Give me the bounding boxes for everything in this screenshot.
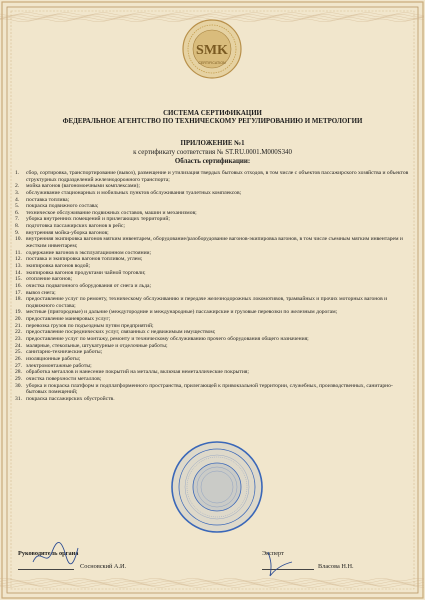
scope-item (15, 309, 411, 316)
scope-item-text: подготовка пассажирских вагонов в рейс; (26, 223, 125, 230)
scope-item (15, 276, 411, 283)
expert-name: Власова Н.Н. (318, 563, 354, 570)
scope-item (15, 197, 411, 204)
scope-item-text: содержание вагонов в эксплуатационном состоянии; (26, 249, 152, 256)
scope-item (15, 369, 411, 376)
scope-item-number: 28. (15, 369, 22, 376)
scope-item (15, 336, 411, 343)
scope-item (15, 396, 411, 403)
scope-item-text: предоставление услуг по монтажу, ремонту и техническому обслуживанию прочего оборудования общего назначения; (26, 336, 309, 343)
scope-item-text: изоляционные работы; (26, 355, 81, 362)
scope-item (15, 296, 411, 309)
scope-item (15, 376, 411, 383)
scope-item-text: экипировка вагонов продуктами чайной торговли; (26, 269, 146, 276)
scope-item-text: покраска пассажирских обустройств. (26, 395, 115, 402)
scope-item-number: 18. (15, 296, 22, 303)
logo-subtext: CERTIFICATION (198, 61, 226, 65)
scope-item-number: 17. (15, 289, 22, 296)
head-of-body-name: Сосновский А.И. (80, 563, 127, 570)
scope-item-text: внутренняя экипировка вагонов мягким инвентарем, оборудование/разоборудование вагонов-экипировка вагонов, в том числе съемным мягким инвентарем и жестким инвентарем; (26, 236, 403, 250)
scope-item-text: сбор, сортировка, транспортирование (вывоз), размещение и утилизация твердых бытовых отходов, в том числе с объектов пассажирского хозяйства и объектов структурных подразделений железнодорожного транспорта; (26, 170, 409, 183)
expert-label: Эксперт (262, 550, 284, 557)
scope-item-text: обработка металлов и нанесение покрытий на металлы, включая неметаллические покрытия; (26, 369, 249, 376)
scope-item (15, 263, 411, 270)
scope-item-number: 23. (15, 336, 22, 343)
scope-item-text: очистка поверхности металлов; (26, 375, 102, 382)
scope-item-number: 9. (15, 229, 20, 236)
scope-item-number: 10. (15, 236, 22, 243)
scope-item-number: 15. (15, 276, 22, 283)
expert-signature (262, 548, 296, 580)
certification-system-title: СИСТЕМА СЕРТИФИКАЦИИ (163, 110, 262, 117)
scope-item-text: поставка топлива; (26, 196, 70, 203)
scope-item (15, 349, 411, 356)
scope-item (15, 356, 411, 363)
scope-item (15, 236, 411, 249)
scope-item-number: 1. (15, 170, 20, 176)
scope-item-text: предоставление маневровых услуг; (26, 316, 111, 323)
scope-item-number: 14. (15, 269, 22, 276)
scope-item-text: отопление вагонов; (26, 276, 73, 283)
certificate-number: к сертификату соответствия № ST.RU.0001.M000S340 (133, 149, 292, 156)
smk-logo (181, 18, 243, 80)
scope-item-text: поставка и экипировка вагонов топливом, углем; (26, 256, 143, 263)
logo-text: SMK (196, 43, 228, 58)
head-signature (30, 538, 80, 568)
scope-item-text: санитарно-технические работы; (26, 349, 103, 356)
scope-list (15, 170, 411, 402)
scope-item-number: 8. (15, 223, 20, 230)
scope-item (15, 256, 411, 263)
scope-item (15, 190, 411, 197)
scope-item-number: 16. (15, 282, 22, 289)
scope-item-number: 11. (15, 249, 22, 256)
scope-item (15, 250, 411, 257)
scope-item-number: 24. (15, 342, 22, 349)
scope-item (15, 316, 411, 323)
scope-item-text: уборка внутренних помещений и прилегающих территорий; (26, 216, 170, 223)
scope-item-text: малярные, стекольные, штукатурные и отделочные работы; (26, 342, 168, 349)
scope-item (15, 323, 411, 330)
scope-item-text: местные (пригородные) и дальние (междугородние и международные) пассажирские и грузовые перевозки по железным дорогам; (26, 309, 338, 316)
scope-item-text: мойка вагонов (вагономоечными комплексами); (26, 183, 140, 190)
scope-item-text: внутренняя мойка-уборка вагонов; (26, 229, 109, 236)
scope-item (15, 383, 411, 396)
appendix-title: ПРИЛОЖЕНИЕ №1 (180, 140, 245, 147)
scope-item-number: 30. (15, 382, 22, 389)
scope-item (15, 223, 411, 230)
scope-item-text: электромонтажные работы; (26, 362, 92, 369)
scope-item (15, 203, 411, 210)
scope-item-number: 6. (15, 209, 20, 216)
scope-item-text: очистка подвагонного оборудования от снега и льда; (26, 282, 152, 289)
scope-item-text: техническое обслуживание подвижных составов, машин и механизмов; (26, 209, 197, 216)
scope-item-number: 7. (15, 216, 20, 223)
agency-title: ФЕДЕРАЛЬНОЕ АГЕНТСТВО ПО ТЕХНИЧЕСКОМУ РЕГУЛИРОВАНИЮ И МЕТРОЛОГИИ (62, 118, 363, 125)
scope-item (15, 170, 411, 183)
scope-item-number: 5. (15, 203, 20, 210)
scope-item-number: 19. (15, 309, 22, 316)
scope-item-number: 31. (15, 395, 22, 402)
scope-item-text: предоставление услуг по ремонту, техническому обслуживанию и передаче железнодорожных локомотивов, трамвайных и прочих моторных вагонов и подвижного состава; (26, 296, 388, 309)
scope-item-text: вывоз снега; (26, 289, 56, 296)
scope-item (15, 183, 411, 190)
scope-item-text: перевозка грузов по подъездным путям предприятий; (26, 322, 154, 329)
scope-title: Область сертификации: (174, 158, 251, 165)
scope-item-text: покраска подвижного состава; (26, 203, 99, 210)
head-signature-line (18, 569, 74, 570)
scope-item-text: экипировка вагонов водой; (26, 262, 91, 269)
scope-item-number: 25. (15, 349, 22, 356)
certification-stamp (170, 440, 264, 534)
head-of-body-label: Руководитель органа (18, 550, 79, 557)
scope-item-number: 27. (15, 362, 22, 369)
scope-item-number: 2. (15, 183, 20, 190)
scope-item-number: 21. (15, 322, 22, 329)
scope-item-number: 20. (15, 316, 22, 323)
scope-item-text: уборка и покраска платформ и подплатформенного пространства, прилегающей к привокзальной территории, служебных, производственных, санитарно-бытовых помещений; (26, 382, 393, 396)
scope-item-text: обслуживание стационарных и мобильных пунктов обслуживания туалетных комплексов; (26, 189, 242, 196)
scope-item-text: предоставление посреднических услуг, связанных с недвижимым имуществом; (26, 329, 216, 336)
scope-item-number: 12. (15, 256, 22, 263)
scope-item-number: 29. (15, 375, 22, 382)
scope-item-number: 4. (15, 196, 20, 203)
scope-item-number: 3. (15, 189, 20, 196)
scope-item (15, 283, 411, 290)
scope-item-number: 26. (15, 355, 22, 362)
scope-item-number: 13. (15, 262, 22, 269)
scope-item (15, 270, 411, 277)
scope-item-number: 22. (15, 329, 22, 336)
